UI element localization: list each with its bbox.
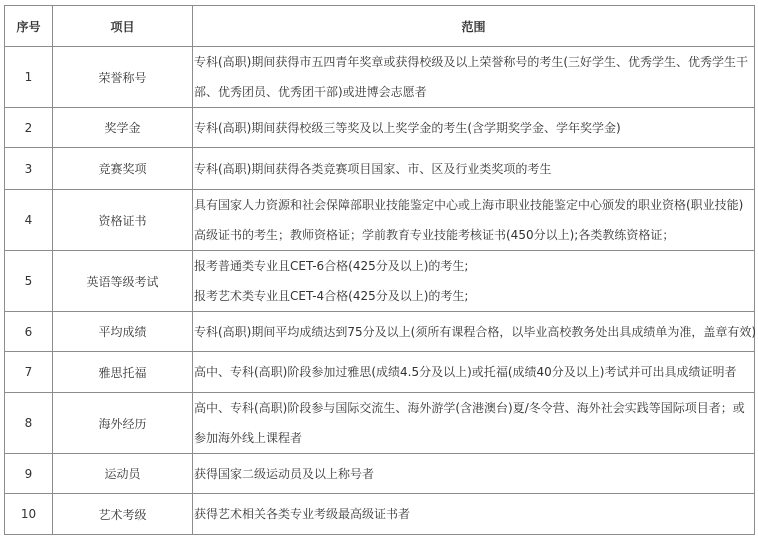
- row-item: 平均成绩: [53, 312, 193, 352]
- row-item: 奖学金: [53, 108, 193, 148]
- scope-line: 高级证书的考生；教师资格证；学前教育专业技能考核证书(450分以上);各类教练资格证；: [194, 228, 675, 242]
- row-item: 英语等级考试: [53, 251, 193, 312]
- row-scope: [193, 148, 755, 190]
- scope-line: 专科(高职)期间获得校级三等奖及以上奖学金的考生(含学期奖学金、学年奖学金): [194, 120, 621, 135]
- row-no: 8: [5, 393, 53, 454]
- header-row: [5, 6, 755, 47]
- table-row: [5, 190, 755, 251]
- row-scope: [193, 108, 755, 148]
- row-scope: [193, 47, 755, 108]
- table-row: [5, 47, 755, 108]
- scope-line: 部、优秀团员、优秀团干部)或进博会志愿者: [194, 85, 427, 99]
- scope-line: 高中、专科(高职)阶段参加过雅思(成绩4.5分及以上)或托福(成绩40分及以上)考试并可出具成绩证明者: [194, 365, 737, 379]
- criteria-table: [4, 5, 755, 535]
- header-item: 项目: [53, 6, 193, 47]
- row-no: 1: [5, 47, 53, 108]
- row-no: 4: [5, 190, 53, 251]
- scope-line: 报考艺术类专业且CET-4合格(425分及以上)的考生;: [194, 289, 469, 303]
- table-row: [5, 251, 755, 312]
- table-row: [5, 393, 755, 454]
- row-item: 荣誉称号: [53, 47, 193, 108]
- row-no: 7: [5, 352, 53, 393]
- scope-line: 具有国家人力资源和社会保障部职业技能鉴定中心或上海市职业技能鉴定中心颁发的职业资格(职业技能): [194, 198, 744, 212]
- scope-line: 专科(高职)期间平均成绩达到75分及以上(须所有课程合格，以毕业高校教务处出具成绩单为准，盖章有效): [194, 324, 757, 339]
- row-no: 3: [5, 148, 53, 190]
- scope-line: 参加海外线上课程者: [194, 431, 303, 445]
- row-item: 运动员: [53, 454, 193, 494]
- row-no: 6: [5, 312, 53, 352]
- row-scope: [193, 190, 755, 251]
- row-scope: [193, 393, 755, 454]
- scope-line: 获得国家二级运动员及以上称号者: [194, 466, 375, 481]
- row-scope: [193, 494, 755, 535]
- row-item: 竞赛奖项: [53, 148, 193, 190]
- row-no: 10: [5, 494, 53, 535]
- row-scope: [193, 251, 755, 312]
- header-no: 序号: [5, 6, 53, 47]
- table-row: [5, 108, 755, 148]
- row-scope: [193, 454, 755, 494]
- scope-line: 报考普通类专业且CET-6合格(425分及以上)的考生;: [194, 259, 469, 273]
- scope-line: 专科(高职)期间获得各类竞赛项目国家、市、区及行业类奖项的考生: [194, 161, 552, 176]
- table-row: [5, 312, 755, 352]
- scope-line: 专科(高职)期间获得市五四青年奖章或获得校级及以上荣誉称号的考生(三好学生、优秀学生、优秀学生干: [194, 55, 749, 69]
- table-row: [5, 494, 755, 535]
- row-item: 资格证书: [53, 190, 193, 251]
- row-no: 5: [5, 251, 53, 312]
- table-row: [5, 148, 755, 190]
- row-scope: [193, 312, 755, 352]
- scope-line: 获得艺术相关各类专业考级最高级证书者: [194, 507, 411, 521]
- table-row: [5, 454, 755, 494]
- row-no: 2: [5, 108, 53, 148]
- header-scope: 范围: [193, 6, 755, 47]
- row-item: 艺术考级: [53, 494, 193, 535]
- row-item: 海外经历: [53, 393, 193, 454]
- table-row: [5, 352, 755, 393]
- scope-line: 高中、专科(高职)阶段参与国际交流生、海外游学(含港澳台)夏/冬令营、海外社会实践等国际项目者；或: [194, 401, 745, 415]
- row-item: 雅思托福: [53, 352, 193, 393]
- row-no: 9: [5, 454, 53, 494]
- row-scope: [193, 352, 755, 393]
